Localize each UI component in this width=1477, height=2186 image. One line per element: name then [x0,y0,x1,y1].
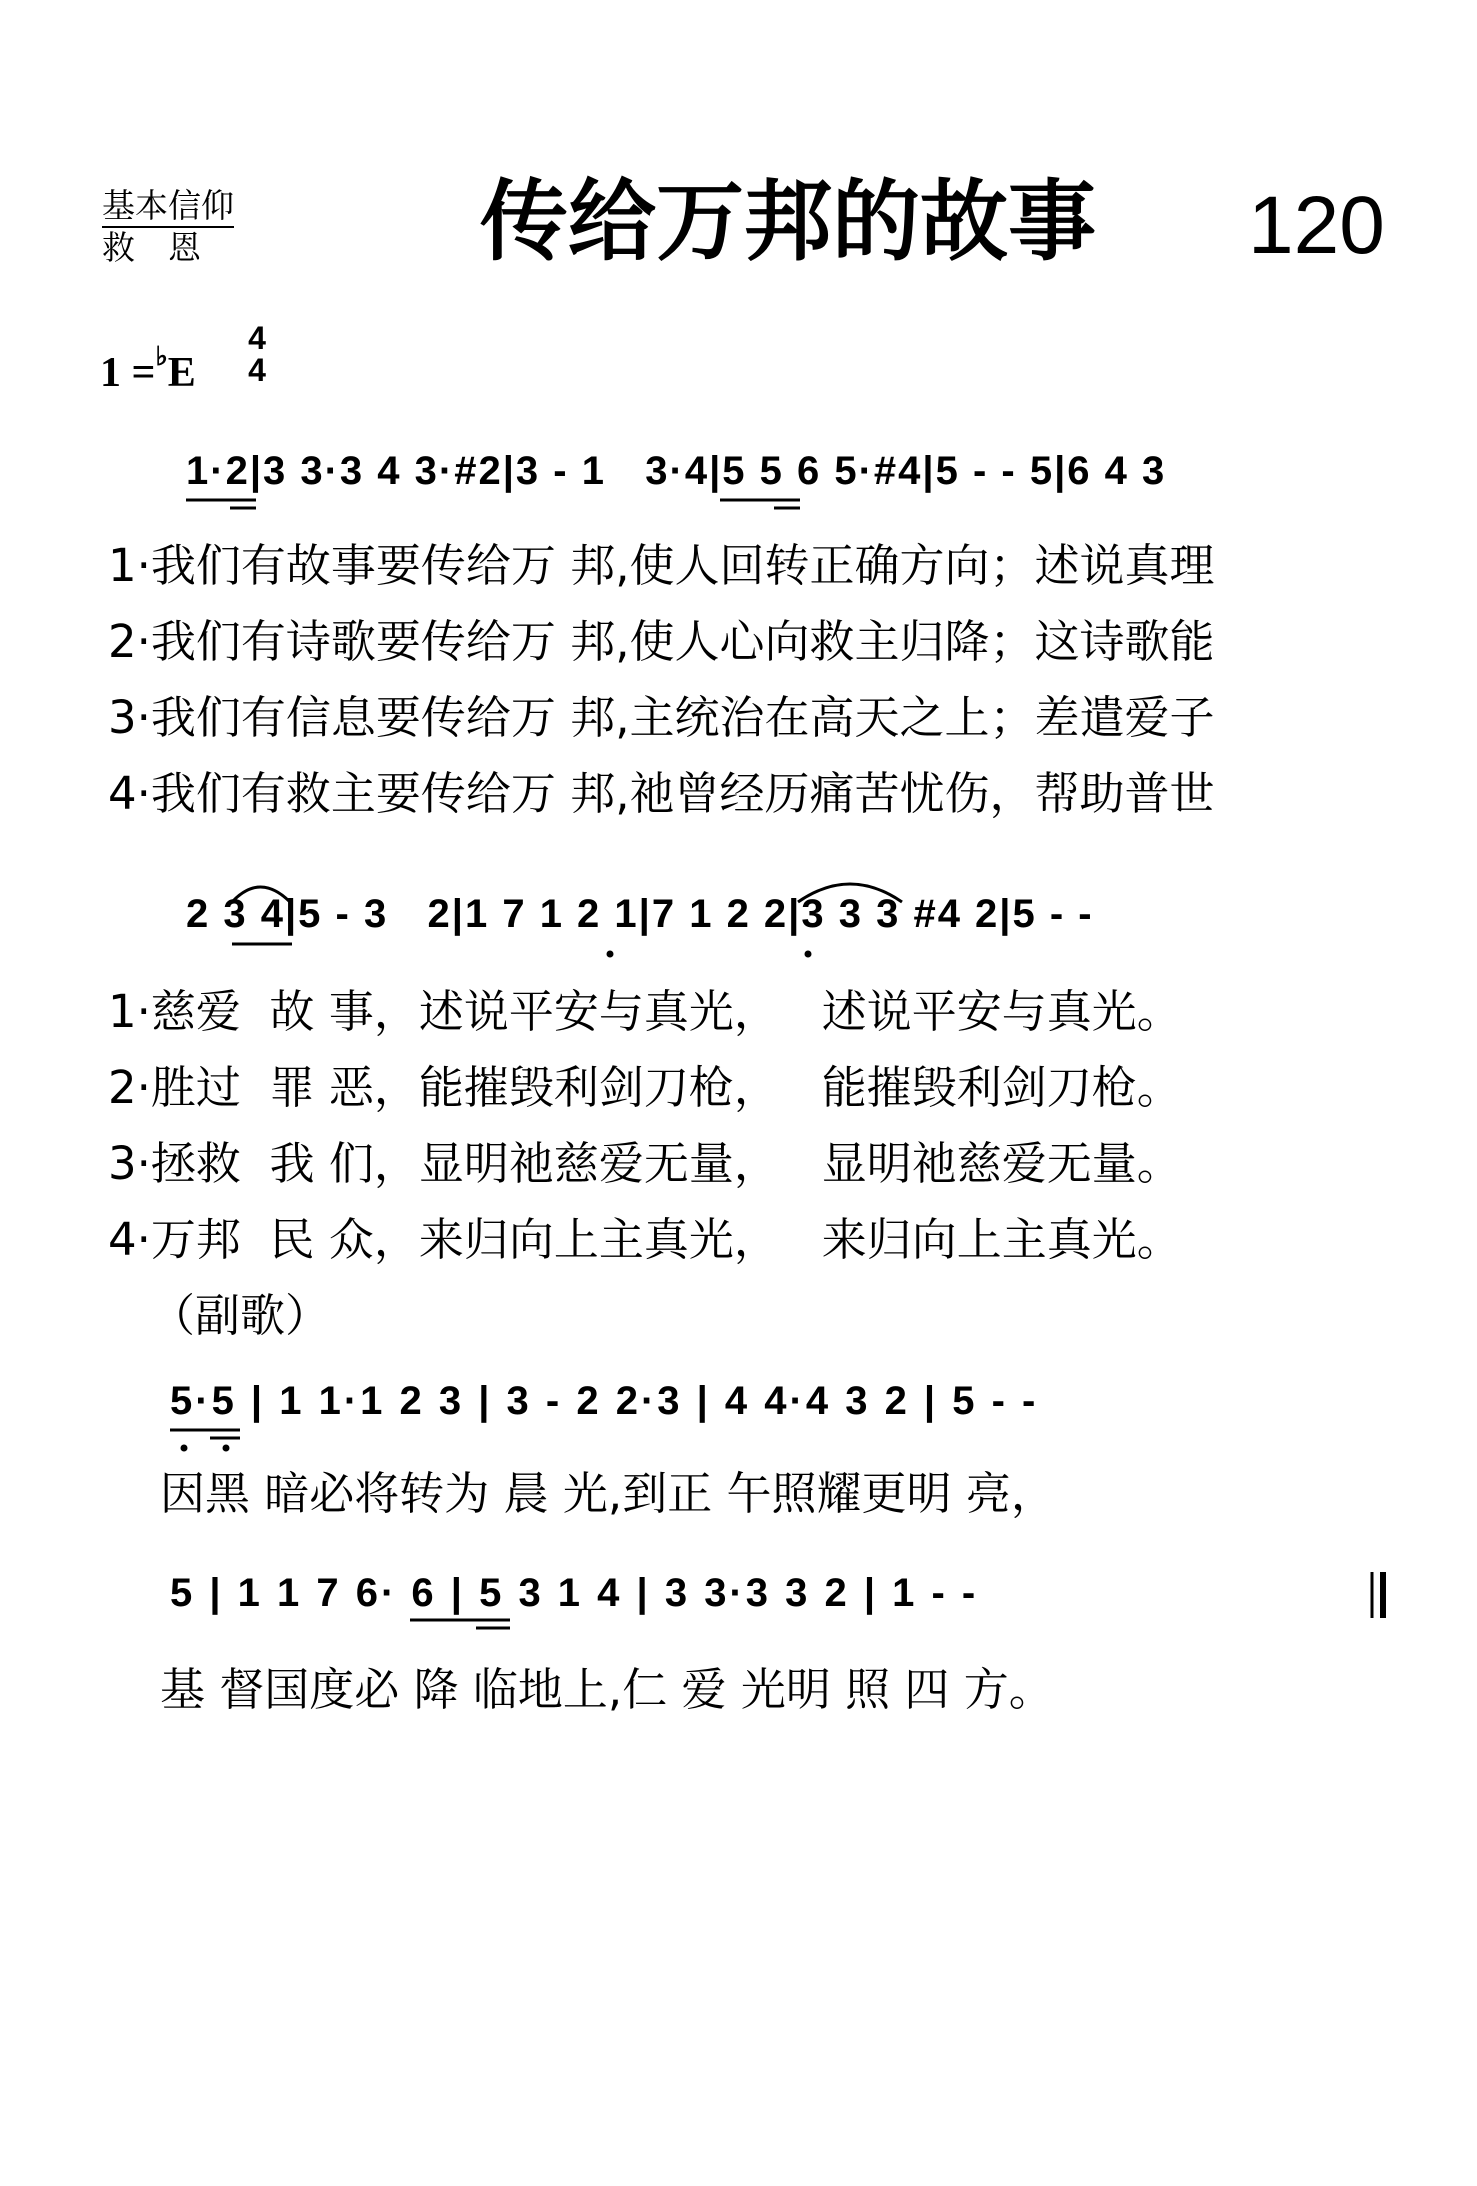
refrain-lyric-line-2: 基 督国度必 降 临地上,仁 爱 光明 照 四 方。 [160,1663,1054,1716]
verse-1-lyric-line-1: 1·我们有故事要传给万 邦,使人回转正确方向；述说真理 [108,539,1215,592]
category-label: 基本信仰 [102,186,234,228]
time-signature-bottom: 4 [248,352,266,388]
slur [232,887,290,902]
verse-2-lyric-line-1: 2·我们有诗歌要传给万 邦,使人心向救主归降；这诗歌能 [108,615,1215,668]
octave-dot [223,1445,230,1452]
refrain-label: （副歌） [150,1289,331,1342]
key-prefix: 1 = [100,350,156,396]
refrain-lyric-line-1: 因黑 暗必将转为 晨 光,到正 午照耀更明 亮， [160,1467,1056,1520]
refrain-notes-line-2: 5 | 1 1 7 6· 6 | 5 3 1 4 | 3 3·3 3 2 | 1 - - [170,1571,979,1615]
verse-2-lyric-line-2: 2·胜过 罪 恶，能摧毁利剑刀枪， 能摧毁利剑刀枪。 [108,1061,1182,1114]
hymn-title: 传给万邦的故事 [480,170,1097,273]
verse-notes-line-1: 1·2|3 3·3 4 3·#2|3 - 1 3·4|5 5 6 5·#4|5 - - 5|6 4 3 [186,449,1167,493]
octave-dot [607,951,614,958]
refrain-notes-line-1: 5·5 | 1 1·1 2 3 | 3 - 2 2·3 | 4 4·4 3 2 | 5 - - [170,1379,1039,1423]
subcategory-label: 救 恩 [102,228,201,267]
verse-1-lyric-line-2: 1·慈爱 故 事，述说平安与真光， 述说平安与真光。 [108,985,1182,1038]
verse-4-lyric-line-1: 4·我们有救主要传给万 邦,祂曾经历痛苦忧伤，帮助普世 [108,767,1215,820]
verse-3-lyric-line-2: 3·拯救 我 们，显明祂慈爱无量， 显明祂慈爱无量。 [108,1137,1182,1190]
verse-3-lyric-line-1: 3·我们有信息要传给万 邦,主统治在高天之上；差遣爱子 [108,691,1215,744]
octave-dot [805,951,812,958]
verse-4-lyric-line-2: 4·万邦 民 众，来归向上主真光， 来归向上主真光。 [108,1213,1182,1266]
slur [798,884,902,902]
time-signature-top: 4 [248,320,266,356]
flat-sign: ♭ [155,342,168,371]
hymn-number: 120 [1248,180,1385,271]
verse-notes-line-2: 2 3 4|5 - 3 2|1 7 1 2 1|7 1 2 2|3 3 3 #4 2|5 - - [186,892,1094,936]
key-letter: E [167,350,196,396]
octave-dot [181,1445,188,1452]
